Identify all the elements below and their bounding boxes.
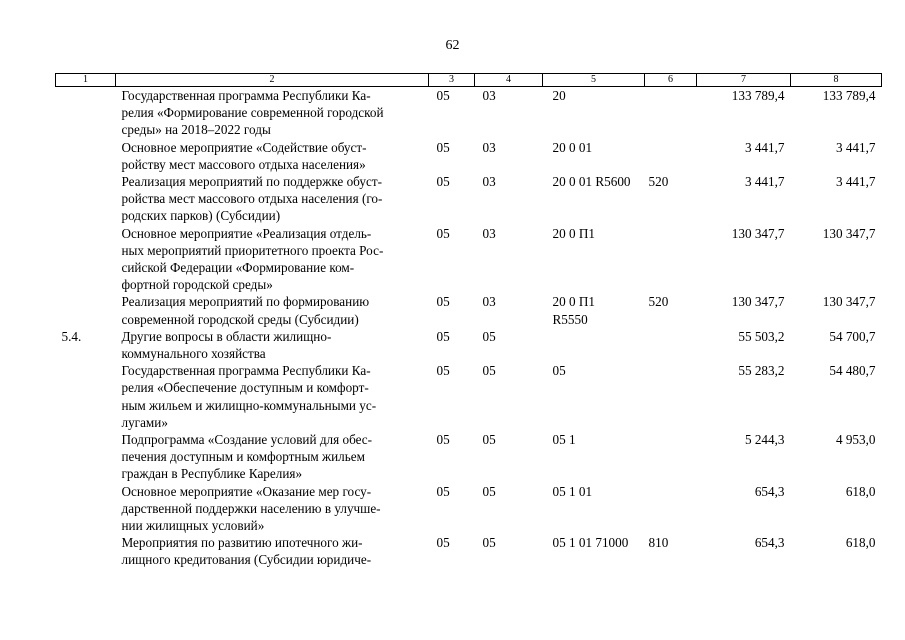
table-header	[56, 74, 882, 87]
row-name-line: ным жильем и жилищно-коммунальными ус-	[121, 397, 377, 413]
row-target-article: 20 0 01	[552, 139, 593, 155]
row-name	[116, 483, 429, 535]
row-amount-1: 3 441,7	[744, 174, 785, 190]
row-name-line: Другие вопросы в области жилищно-	[121, 328, 332, 344]
row-target-article-line: 20 0 П1	[552, 294, 595, 310]
row-subsection: 03	[482, 88, 496, 103]
header-row	[56, 74, 882, 87]
row-name-line: граждан в Республике Карелия»	[121, 466, 303, 482]
table-row	[56, 431, 882, 483]
row-section: 05	[436, 328, 450, 344]
budget-table	[55, 73, 882, 569]
row-amount-1: 130 347,7	[731, 294, 785, 310]
row-number	[56, 534, 116, 568]
row-name	[116, 534, 429, 568]
column-header-1: 1	[56, 74, 116, 87]
row-amount-2: 4 953,0	[835, 432, 876, 448]
row-expense-type	[645, 87, 697, 139]
row-amount-2: 130 347,7	[822, 294, 876, 310]
row-section: 05	[436, 363, 450, 379]
row-expense-type: 520	[648, 174, 669, 190]
row-section: 05	[436, 88, 450, 103]
row-name	[116, 362, 429, 431]
table-row	[56, 87, 882, 139]
row-name	[116, 139, 429, 173]
row-amount-2: 54 700,7	[829, 328, 876, 344]
column-header-6: 6	[645, 74, 697, 87]
row-amount-2: 3 441,7	[835, 174, 876, 190]
row-name-line: Государственная программа Республики Ка-	[121, 88, 371, 103]
row-number	[56, 431, 116, 483]
row-amount-1: 5 244,3	[744, 432, 785, 448]
row-number	[56, 87, 116, 139]
row-name-line: дарственной поддержки населению в улучше-	[121, 500, 381, 516]
table-row	[56, 173, 882, 225]
row-section: 05	[436, 294, 450, 310]
row-subsection: 05	[482, 535, 496, 551]
row-target-article: 05 1	[552, 432, 576, 448]
row-expense-type	[645, 483, 697, 535]
table-row	[56, 139, 882, 173]
row-expense-type: 810	[648, 535, 669, 551]
row-amount-1: 654,3	[754, 535, 785, 551]
row-target-article-line: R5550	[552, 311, 588, 327]
row-expense-type: 520	[648, 294, 669, 310]
row-expense-type	[645, 139, 697, 173]
row-amount-1: 130 347,7	[731, 225, 785, 241]
row-expense-type	[645, 225, 697, 294]
row-name	[116, 431, 429, 483]
row-target-article	[543, 293, 645, 327]
row-name-line: ных мероприятий приоритетного проекта Рос-	[121, 242, 384, 258]
row-subsection: 05	[482, 483, 496, 499]
row-subsection: 05	[482, 432, 496, 448]
row-name	[116, 328, 429, 362]
row-amount-2: 130 347,7	[822, 225, 876, 241]
row-target-article	[543, 328, 645, 362]
row-expense-type	[645, 362, 697, 431]
row-name-line: Государственная программа Республики Ка-	[121, 363, 371, 379]
row-name	[116, 293, 429, 327]
row-target-article: 05 1 01 71000	[552, 535, 629, 551]
column-header-7: 7	[697, 74, 791, 87]
row-target-article: 20 0 П1	[552, 225, 595, 241]
row-amount-1: 3 441,7	[744, 139, 785, 155]
row-subsection: 05	[482, 363, 496, 379]
row-name	[116, 87, 429, 139]
row-number	[56, 362, 116, 431]
row-target-article: 20	[552, 88, 566, 103]
row-name-line: Реализация мероприятий по формированию	[121, 294, 370, 310]
row-name-line: современной городской среды (Субсидии)	[121, 311, 359, 327]
row-amount-2: 133 789,4	[822, 88, 876, 103]
row-name-line: коммунального хозяйства	[121, 346, 266, 362]
row-name-line: релия «Обеспечение доступным и комфорт-	[121, 380, 369, 396]
row-name-line: среды» на 2018–2022 годы	[121, 122, 271, 138]
row-name-line: Реализация мероприятий по поддержке обуст-	[121, 174, 382, 190]
row-number	[56, 293, 116, 327]
row-target-article: 05 1 01	[552, 483, 593, 499]
row-section: 05	[436, 432, 450, 448]
column-header-3: 3	[429, 74, 475, 87]
row-name-line: Основное мероприятие «Содействие обуст-	[121, 139, 367, 155]
table-row	[56, 225, 882, 294]
row-section: 05	[436, 225, 450, 241]
row-amount-2: 54 480,7	[829, 363, 876, 379]
row-section: 05	[436, 139, 450, 155]
row-amount-2: 618,0	[845, 483, 876, 499]
row-amount-2: 3 441,7	[835, 139, 876, 155]
row-number	[56, 173, 116, 225]
table-body	[56, 87, 882, 569]
column-header-2: 2	[116, 74, 429, 87]
row-subsection: 03	[482, 174, 496, 190]
row-subsection: 03	[482, 294, 496, 310]
row-number: 5.4.	[61, 328, 82, 344]
row-amount-1: 654,3	[754, 483, 785, 499]
row-name-line: Подпрограмма «Создание условий для обес-	[121, 432, 373, 448]
row-number	[56, 483, 116, 535]
row-amount-2: 618,0	[845, 535, 876, 551]
row-number	[56, 139, 116, 173]
row-amount-1: 133 789,4	[731, 88, 785, 103]
row-name-line: релия «Формирование современной городской	[121, 105, 384, 121]
row-name-line: Основное мероприятие «Реализация отдель-	[121, 225, 372, 241]
row-expense-type	[645, 431, 697, 483]
row-section: 05	[436, 535, 450, 551]
row-name	[116, 173, 429, 225]
row-subsection: 05	[482, 328, 496, 344]
row-name-line: ройству мест массового отдыха населения»	[121, 156, 366, 172]
row-name-line: родских парков) (Субсидии)	[121, 208, 281, 224]
row-name-line: нии жилищных условий»	[121, 518, 265, 534]
row-target-article: 20 0 01 R5600	[552, 174, 631, 190]
row-name-line: сийской Федерации «Формирование ком-	[121, 260, 355, 276]
row-name-line: ройства мест массового отдыха населения (го-	[121, 191, 383, 207]
table-row	[56, 483, 882, 535]
table-row	[56, 362, 882, 431]
page-number: 62	[445, 38, 460, 53]
row-name-line: фортной городской среды»	[121, 277, 273, 293]
row-target-article: 05	[552, 363, 566, 379]
row-name-line: Мероприятия по развитию ипотечного жи-	[121, 535, 363, 551]
table-row	[56, 293, 882, 327]
row-amount-1: 55 503,2	[738, 328, 785, 344]
row-name	[116, 225, 429, 294]
row-subsection: 03	[482, 139, 496, 155]
column-header-8: 8	[791, 74, 882, 87]
row-subsection: 03	[482, 225, 496, 241]
row-name-line: лугами»	[121, 414, 168, 430]
table-row	[56, 328, 882, 362]
row-amount-1: 55 283,2	[738, 363, 785, 379]
row-section: 05	[436, 174, 450, 190]
row-section: 05	[436, 483, 450, 499]
column-header-4: 4	[475, 74, 543, 87]
row-name-line: лищного кредитования (Субсидии юридиче-	[121, 552, 372, 568]
table-row	[56, 534, 882, 568]
row-number	[56, 225, 116, 294]
row-expense-type	[645, 328, 697, 362]
row-name-line: печения доступным и комфортным жильем	[121, 449, 365, 465]
row-name-line: Основное мероприятие «Оказание мер госу-	[121, 483, 372, 499]
column-header-5: 5	[543, 74, 645, 87]
